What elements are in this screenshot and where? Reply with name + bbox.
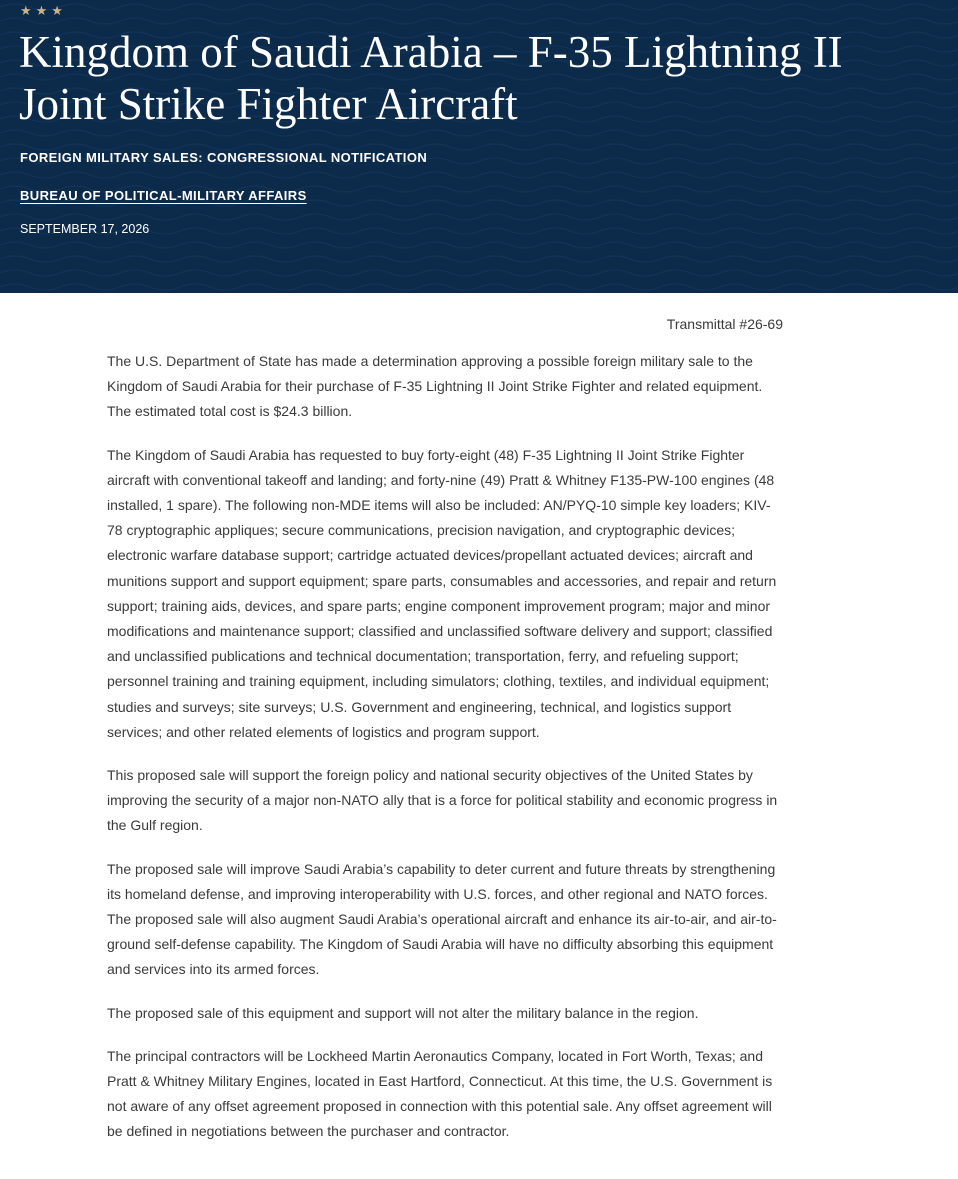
paragraph-military-balance: The proposed sale of this equipment and support will not alter the military balance in the region. — [107, 1004, 699, 1021]
paragraph-determination: The U.S. Department of State has made a determination approving a possible foreign military sale to the Kingdom of Saudi Arabia for their purchase of F-35 Lightning II Joint Strike Fighter and related equipment. The estimated total cost is $24.3 billion. — [107, 353, 763, 420]
stars-icon: ★★★ — [20, 4, 67, 19]
page-hero — [0, 0, 958, 293]
publication-date: SEPTEMBER 17, 2026 — [20, 222, 150, 236]
page-title: Kingdom of Saudi Arabia – F-35 Lightning II Joint Strike Fighter Aircraft — [19, 27, 843, 129]
category-label: FOREIGN MILITARY SALES: CONGRESSIONAL NOTIFICATION — [20, 150, 428, 165]
article-body — [107, 293, 783, 1145]
paragraph-contractors: The principal contractors will be Lockheed Martin Aeronautics Company, located in Fort Worth, Texas; and Pratt & Whitney Military Engines, located in East Hartford, Connecticut. At this time, the U.S. Government is not aware of any offset agreement proposed in connection with this potential sale. Any offset agreement will be defined in negotiations between the purchaser and contractor. — [107, 1047, 773, 1140]
paragraph-request-details: The Kingdom of Saudi Arabia has requested to buy forty-eight (48) F-35 Lightning II Joint Strike Fighter aircraft with conventional takeoff and landing; and forty-nine (49) Pratt & Whitney F135-PW-100 engines (48 installed, 1 spare). The following non-MDE items will also be included: AN/PYQ-10 simple key loaders; KIV-78 cryptographic appliques; secure communications, precision navigation, and cryptographic devices; electronic warfare database support; cartridge actuated devices/propellant actuated devices; aircraft and munitions support and support equipment; spare parts, consumables and accessories, and repair and return support; training aids, devices, and spare parts; engine component improvement program; major and minor modifications and maintenance support; classified and unclassified software delivery and support; classified and unclassified publications and technical documentation; transportation, ferry, and refueling support; personnel training and training equipment, including simulators; clothing, textiles, and individual equipment; studies and surveys; site surveys; U.S. Government and engineering, technical, and logistics support services; and other related elements of logistics and program support. — [107, 446, 777, 740]
transmittal-number: Transmittal #26-69 — [666, 316, 783, 332]
paragraph-capability: The proposed sale will improve Saudi Arabia’s capability to deter current and future threats by strengthening its homeland defense, and improving interoperability with U.S. forces, and other regional and NATO forces. The proposed sale will also augment Saudi Arabia’s operational aircraft and enhance its air-to-air, and air-to-ground self-defense capability. The Kingdom of Saudi Arabia will have no difficulty absorbing this equipment and services into its armed forces. — [107, 860, 777, 978]
bureau-link[interactable]: BUREAU OF POLITICAL-MILITARY AFFAIRS — [20, 188, 307, 203]
paragraph-foreign-policy: This proposed sale will support the foreign policy and national security objectives of the United States by improving the security of a major non-NATO ally that is a force for political stability and economic progress in the Gulf region. — [107, 767, 778, 834]
